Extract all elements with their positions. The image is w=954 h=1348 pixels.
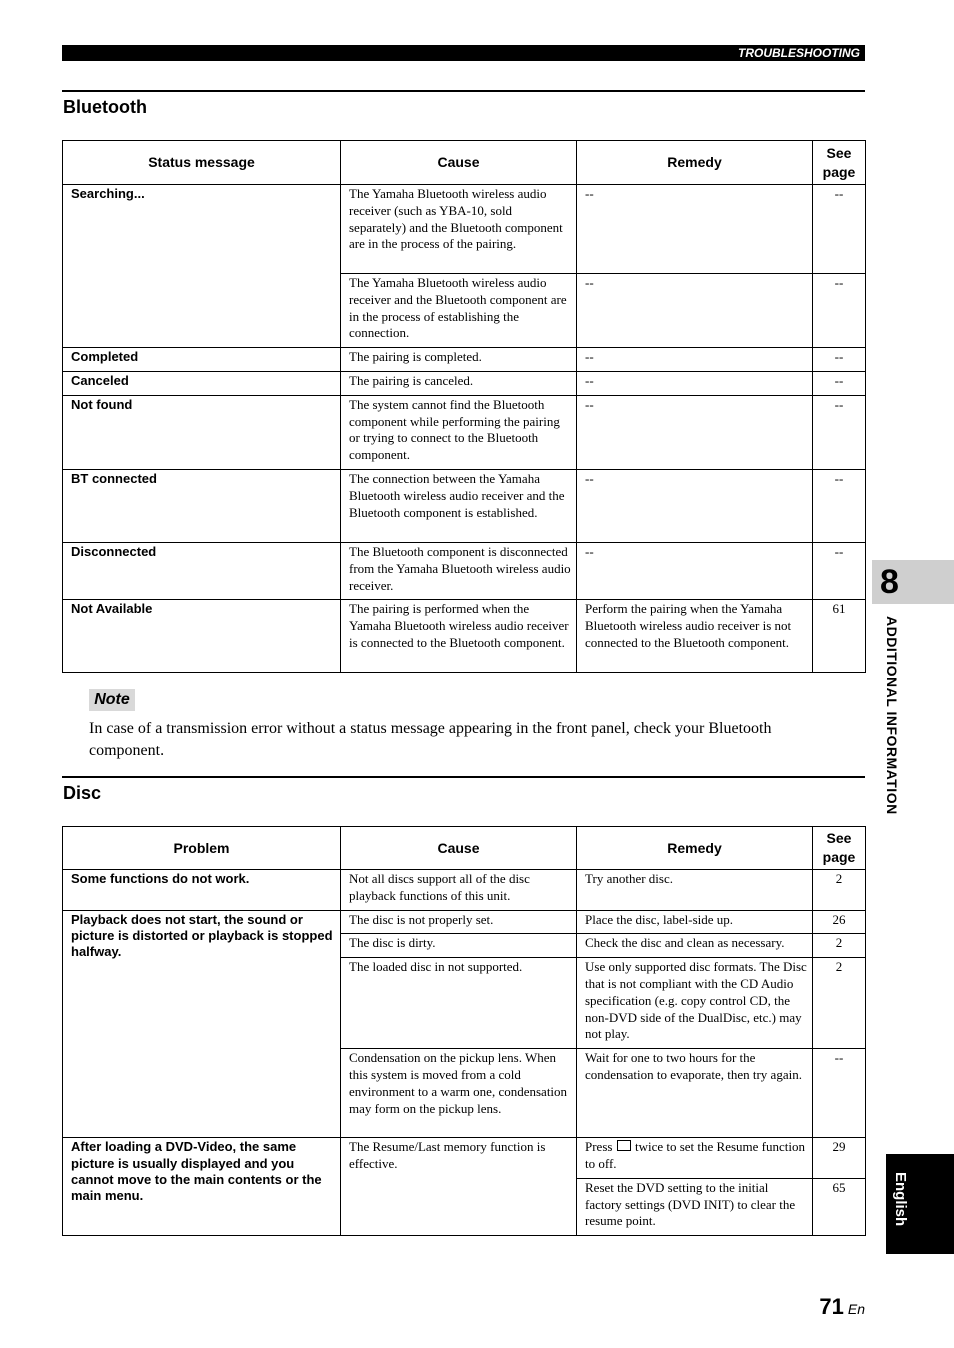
see-page-cell: -- (813, 348, 866, 372)
column-header-cause: Cause (341, 141, 577, 185)
disc-section-rule (62, 776, 865, 778)
language-tab (886, 1154, 954, 1254)
problem-cell: After loading a DVD-Video, the same picture is usually displayed and you cannot move to the main contents or the main menu. (63, 1138, 341, 1236)
table-row (63, 870, 866, 911)
column-header-problem: Problem (63, 827, 341, 870)
cause-cell: The pairing is completed. (341, 348, 577, 372)
see-page-cell: 61 (813, 600, 866, 673)
cause-cell: The disc is not properly set. (341, 910, 577, 934)
page-number-value: 71 (819, 1294, 844, 1319)
table-row (63, 600, 866, 673)
status-cell: Canceled (63, 371, 341, 395)
table-row (63, 395, 866, 469)
column-header-see-page: See page (813, 827, 866, 870)
table-row (63, 542, 866, 599)
cause-cell: The Yamaha Bluetooth wireless audio receiver (such as YBA-10, sold separately) and the Bluetooth component are in the process of the pairing. (341, 185, 577, 274)
see-page-cell: -- (813, 1049, 866, 1138)
see-page-cell: 2 (813, 870, 866, 911)
see-page-cell: -- (813, 469, 866, 542)
cause-cell: Condensation on the pickup lens. When this system is moved from a cold environment to a warm one, condensation may form on the pickup lens. (341, 1049, 577, 1138)
table-row (63, 1138, 866, 1179)
table-header-row (63, 141, 866, 185)
see-page-cell: 2 (813, 958, 866, 1049)
remedy-cell: Wait for one to two hours for the condensation to evaporate, then try again. (577, 1049, 813, 1138)
see-page-cell: -- (813, 274, 866, 348)
status-cell: Disconnected (63, 542, 341, 599)
column-header-cause: Cause (341, 827, 577, 870)
remedy-cell: -- (577, 371, 813, 395)
cause-cell: The system cannot find the Bluetooth component while performing the pairing or trying to connect to the Bluetooth component. (341, 395, 577, 469)
see-page-cell: -- (813, 371, 866, 395)
remedy-cell: -- (577, 348, 813, 372)
problem-cell: Playback does not start, the sound or picture is distorted or playback is stopped halfway. (63, 910, 341, 1138)
bluetooth-table (62, 140, 866, 673)
remedy-cell: -- (577, 542, 813, 599)
status-cell: Not Available (63, 600, 341, 673)
cause-cell: The Bluetooth component is disconnected from the Yamaha Bluetooth wireless audio receiver. (341, 542, 577, 599)
remedy-cell: Reset the DVD setting to the initial factory settings (DVD INIT) to clear the resume point. (577, 1178, 813, 1235)
chapter-tab (872, 560, 954, 604)
remedy-cell: -- (577, 395, 813, 469)
cause-cell: The connection between the Yamaha Bluetooth wireless audio receiver and the Bluetooth component is established. (341, 469, 577, 542)
column-header-remedy: Remedy (577, 827, 813, 870)
remedy-text-pre: Press (585, 1139, 613, 1155)
see-page-cell: 26 (813, 910, 866, 934)
remedy-cell: Perform the pairing when the Yamaha Bluetooth wireless audio receiver is not connected to the Bluetooth component. (577, 600, 813, 673)
page-language-code: En (847, 1301, 865, 1317)
remedy-cell: -- (577, 185, 813, 274)
remedy-cell: -- (577, 469, 813, 542)
status-cell: BT connected (63, 469, 341, 542)
bluetooth-section-rule (62, 90, 865, 92)
column-header-see-page: See page (813, 141, 866, 185)
page-number (819, 1294, 865, 1320)
cause-cell: The pairing is canceled. (341, 371, 577, 395)
cause-cell: The Resume/Last memory function is effective. (341, 1138, 577, 1236)
chapter-label: ADDITIONAL INFORMATION (884, 616, 900, 815)
see-page-cell: -- (813, 395, 866, 469)
table-row (63, 469, 866, 542)
see-page-cell: -- (813, 185, 866, 274)
remedy-cell: Use only supported disc formats. The Disc that is not compliant with the CD Audio specification (e.g. copy control CD, the non-DVD side of the DualDisc, etc.) may not play. (577, 958, 813, 1049)
cause-cell: The Yamaha Bluetooth wireless audio receiver and the Bluetooth component are in the process of establishing the connection. (341, 274, 577, 348)
disc-section-title: Disc (63, 783, 102, 803)
remedy-cell: Try another disc. (577, 870, 813, 911)
table-row (63, 910, 866, 934)
remedy-cell: Place the disc, label-side up. (577, 910, 813, 934)
chapter-number: 8 (880, 563, 899, 601)
status-cell: Searching... (63, 185, 341, 348)
remedy-cell: Check the disc and clean as necessary. (577, 934, 813, 958)
note-label: Note (89, 689, 135, 711)
column-header-remedy: Remedy (577, 141, 813, 185)
table-row (63, 348, 866, 372)
cause-cell: The pairing is performed when the Yamaha Bluetooth wireless audio receiver is connected to the Bluetooth component. (341, 600, 577, 673)
problem-cell: Some functions do not work. (63, 870, 341, 911)
column-header-status: Status message (63, 141, 341, 185)
note-text: In case of a transmission error without a status message appearing in the front panel, check your Bluetooth component. (89, 720, 772, 759)
see-page-cell: -- (813, 542, 866, 599)
remedy-text-post: twice to set the Resume function to off. (585, 1139, 805, 1171)
remedy-cell (577, 1138, 813, 1179)
remedy-cell: -- (577, 274, 813, 348)
table-header-row (63, 827, 866, 870)
see-page-cell: 2 (813, 934, 866, 958)
header-bar (62, 45, 865, 61)
see-page-cell: 65 (813, 1178, 866, 1235)
table-row (63, 371, 866, 395)
bluetooth-section-title: Bluetooth (63, 97, 147, 117)
header-section-label: TROUBLESHOOTING (738, 46, 860, 60)
language-label: English (892, 1172, 909, 1227)
status-cell: Completed (63, 348, 341, 372)
stop-icon (617, 1140, 631, 1151)
see-page-cell: 29 (813, 1138, 866, 1179)
table-row (63, 185, 866, 274)
cause-cell: Not all discs support all of the disc playback functions of this unit. (341, 870, 577, 911)
cause-cell: The loaded disc in not supported. (341, 958, 577, 1049)
status-cell: Not found (63, 395, 341, 469)
cause-cell: The disc is dirty. (341, 934, 577, 958)
disc-table (62, 826, 866, 1236)
